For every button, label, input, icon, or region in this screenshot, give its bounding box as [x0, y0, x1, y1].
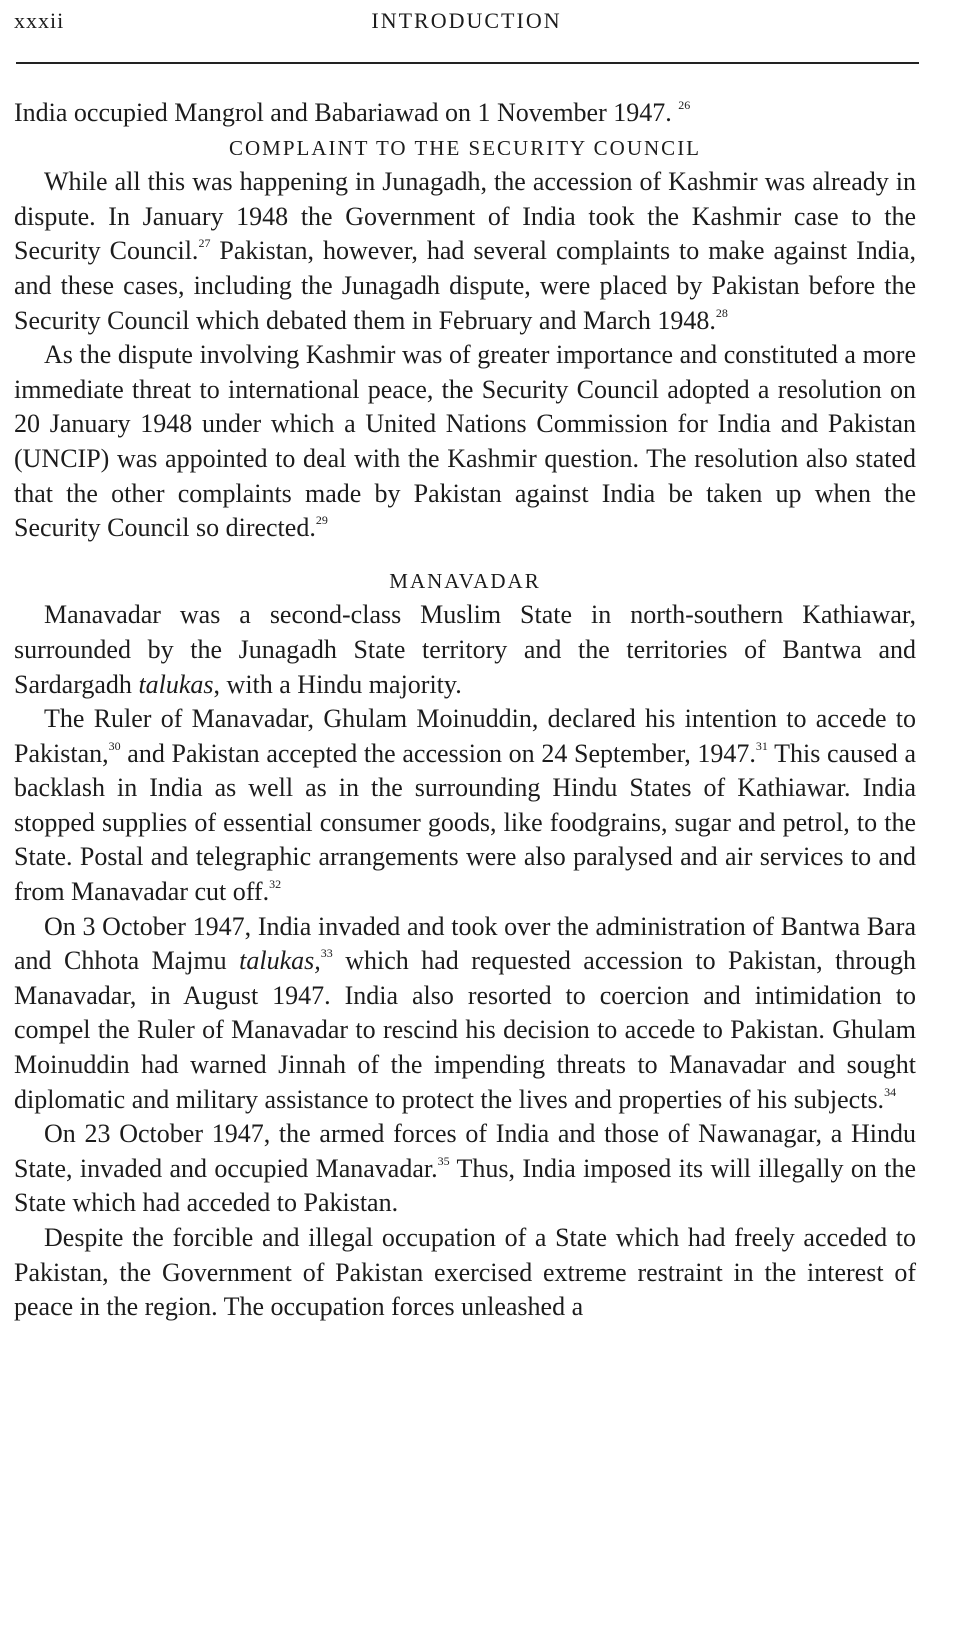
page-number: xxxii	[14, 8, 65, 33]
footnote-ref: 32	[269, 877, 282, 892]
paragraph: The Ruler of Manavadar, Ghulam Moinuddin, declared his intention to accede to Pakistan,$^{30}$ and Pakistan accepted the accession on 24 September, 1947.31 This caused a backlash in India as well as in the surrounding Hindu States of Kathiawar. India stopped supplies of essential consumer goods, like foodgrains, sugar and petrol, to the State. Postal and telegraphic arrangements were also paralysed and air services to and from Manavadar cut off.$^{32}$	[14, 704, 916, 907]
paragraph: On 23 October 1947, the armed forces of India and those of Nawanagar, a Hindu State, invaded and occupied Manavadar.$^{35}$ Thus, India imposed its will illegally on the State which had acceded to Pakistan.	[14, 1119, 916, 1218]
footnote-ref: 26	[678, 98, 691, 112]
footnote-ref: 33	[320, 946, 333, 961]
section-heading: MANAVADAR	[389, 568, 541, 593]
footnote-ref: 30	[108, 738, 121, 753]
footnote-ref: 31	[755, 738, 768, 753]
section-heading: COMPLAINT TO THE SECURITY COUNCIL	[228, 135, 702, 160]
page-header	[14, 6, 919, 42]
paragraph: Despite the forcible and illegal occupation of a State which had freely acceded to Pakistan, the Government of Pakistan exercised extreme restraint in the interest of peace in the region. The occupation forces unleashed a	[14, 1223, 916, 1322]
footnote-ref: 27	[198, 236, 211, 251]
footnote-ref: 34	[884, 1084, 897, 1099]
paragraph: On 3 October 1947, India invaded and took over the administration of Bantwa Bara and Chhota Majmu talukas,$^{33}$ which had requested accession to Pakistan, through Manavadar, in August 1947. India also resorted to coercion and intimidation to compel the Ruler of Manavadar to rescind his decision to accede to Pakistan. Ghulam Moinuddin had warned Jinnah of the impending threats to Manavadar and sought diplomatic and military assistance to protect the lives and properties of his subjects.$^{34}$	[14, 911, 916, 1114]
paragraph: Manavadar was a second-class Muslim State in north-southern Kathiawar, surrounded by the Junagadh State territory and the territories of Bantwa and Sardargadh talukas, with a Hindu majority.	[14, 600, 916, 699]
footnote-ref: 35	[437, 1153, 450, 1168]
header-rule	[16, 62, 919, 64]
footnote-ref: 28	[715, 305, 728, 320]
footnote-ref: 29	[315, 513, 328, 528]
body-text	[14, 96, 916, 1325]
running-head: INTRODUCTION	[371, 8, 562, 33]
paragraph: While all this was happening in Junagadh, the accession of Kashmir was already in dispute. In January 1948 the Government of India took the Kashmir case to the Security Council.$^{27}$ Pakistan, however, had several complaints to make against India, and these cases, including the Junagadh dispute, were placed by Pakistan before the Security Council which debated them in February and March 1948.28	[14, 167, 916, 335]
paragraph: India occupied Mangrol and Babariawad on 1 November 1947. $^{26}$	[14, 98, 691, 127]
paragraph: As the dispute involving Kashmir was of greater importance and constituted a more immediate threat to international peace, the Security Council adopted a resolution on 20 January 1948 under which a United Nations Commission for India and Pakistan (UNCIP) was appointed to deal with the Kashmir question. The resolution also stated that the other complaints made by Pakistan against India be taken up when the Security Council so directed.$^{29}$	[14, 340, 916, 543]
